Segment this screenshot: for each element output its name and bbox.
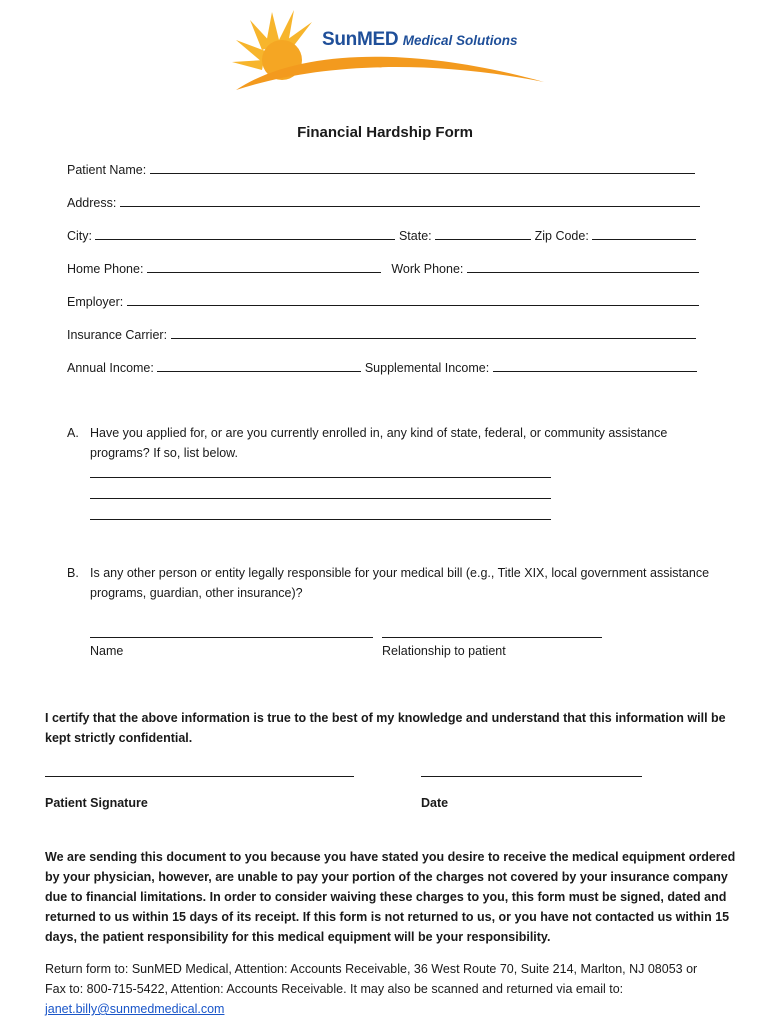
sun-logo-icon — [222, 6, 552, 98]
question-b-line2: programs, guardian, other insurance)? — [90, 586, 303, 600]
patient-signature-field[interactable] — [45, 776, 354, 777]
annual-income-field[interactable] — [157, 359, 361, 372]
relationship-label: Relationship to patient — [382, 644, 506, 658]
logo-wordmark — [322, 29, 518, 51]
supplemental-income-field[interactable] — [493, 359, 697, 372]
date-label: Date — [421, 796, 449, 810]
notice-line: We are sending this document to you because you have stated you desire to receive the medical equipment ordered — [45, 850, 736, 864]
patient-name-row — [67, 161, 695, 177]
insurance-carrier-label: Insurance Carrier: — [67, 328, 168, 342]
patient-name-field[interactable] — [150, 161, 695, 174]
question-b-marker: B. — [67, 566, 79, 580]
state-field[interactable] — [435, 227, 531, 240]
question-a-marker: A. — [67, 426, 79, 440]
patient-name-label: Patient Name: — [67, 163, 147, 177]
work-phone-field[interactable] — [467, 260, 699, 273]
supplemental-income-label: Supplemental Income: — [364, 361, 490, 375]
certification-line2: kept strictly confidential. — [45, 731, 193, 745]
question-a-line2: programs? If so, list below. — [90, 446, 238, 460]
question-a-line1: Have you applied for, or are you currently enrolled in, any kind of state, federal, or community assistance — [90, 426, 668, 440]
income-row — [67, 359, 697, 375]
address-row — [67, 194, 700, 210]
return-info — [45, 959, 745, 1019]
employer-row — [67, 293, 699, 309]
city-row — [67, 227, 696, 243]
question-a-answer-line[interactable] — [90, 498, 551, 499]
responsible-name-field[interactable] — [90, 637, 373, 638]
date-field[interactable] — [421, 776, 642, 777]
question-a-answer-line[interactable] — [90, 519, 551, 520]
home-phone-field[interactable] — [147, 260, 381, 273]
insurance-carrier-field[interactable] — [171, 326, 696, 339]
home-phone-label: Home Phone: — [67, 262, 144, 276]
notice-line: due to financial limitations. In order to consider waiving these charges to you, this form must be signed, dated and — [45, 890, 727, 904]
address-field[interactable] — [120, 194, 700, 207]
address-label: Address: — [67, 196, 117, 210]
return-line1: Return form to: SunMED Medical, Attention: Accounts Receivable, 36 West Route 70, Suite 214, Marlton, NJ 08053 or — [45, 962, 698, 976]
employer-field[interactable] — [127, 293, 699, 306]
city-field[interactable] — [95, 227, 395, 240]
question-b-line1: Is any other person or entity legally responsible for your medical bill (e.g., Title XIX, local government assistance — [90, 566, 710, 580]
city-label: City: — [67, 229, 92, 243]
return-line2: Fax to: 800-715-5422, Attention: Accounts Receivable. It may also be scanned and returned via email to: — [45, 982, 624, 996]
phone-row — [67, 260, 699, 276]
certification-text — [45, 708, 745, 748]
logo-brand: SunMED — [322, 29, 399, 50]
name-label: Name — [90, 644, 124, 658]
zip-label: Zip Code: — [534, 229, 589, 243]
insurance-row — [67, 326, 696, 342]
patient-signature-label: Patient Signature — [45, 796, 148, 810]
relationship-field[interactable] — [382, 637, 602, 638]
notice-line: by your physician, however, are unable to pay your portion of the charges not covered by your insurance company — [45, 870, 728, 884]
email-link[interactable]: janet.billy@sunmedmedical.com — [45, 1002, 225, 1016]
logo-tagline: Medical Solutions — [402, 33, 518, 48]
form-title: Financial Hardship Form — [297, 124, 473, 141]
zip-field[interactable] — [592, 227, 696, 240]
notice-line: days, the patient responsibility for this medical equipment will be your responsibility. — [45, 930, 551, 944]
sunmed-logo — [222, 6, 552, 98]
notice-paragraph — [45, 847, 745, 947]
employer-label: Employer: — [67, 295, 124, 309]
annual-income-label: Annual Income: — [67, 361, 154, 375]
certification-line1: I certify that the above information is true to the best of my knowledge and understand that this information will be — [45, 711, 726, 725]
notice-line: returned to us within 15 days of its receipt. If this form is not returned to us, or you have not contacted us within 15 — [45, 910, 730, 924]
question-a-answer-line[interactable] — [90, 477, 551, 478]
work-phone-label: Work Phone: — [391, 262, 464, 276]
state-label: State: — [398, 229, 432, 243]
